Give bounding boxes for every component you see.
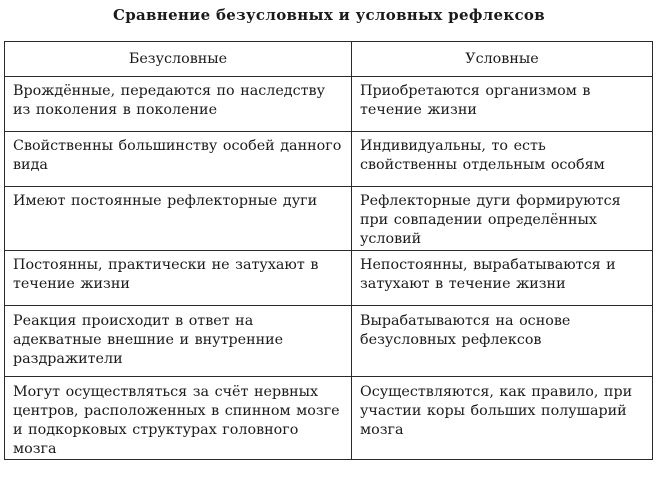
cell-conditioned: Непостоянны, вырабатываются и затухают в течение жизни [352, 251, 653, 306]
cell-conditioned: Осуществляются, как правило, при участии коры больших полушарий мозга [352, 377, 653, 460]
cell-conditioned: Рефлекторные дуги формируются при совпадении определённых условий [352, 187, 653, 251]
table-row [5, 77, 653, 132]
table-row [5, 377, 653, 460]
table-row [5, 251, 653, 306]
comparison-table [4, 41, 653, 460]
table-title: Сравнение безусловных и условных рефлексов [113, 6, 545, 24]
header-unconditioned: Безусловные [5, 42, 352, 77]
header-row [5, 42, 653, 77]
table-row [5, 132, 653, 187]
cell-conditioned: Приобретаются организмом в течение жизни [352, 77, 653, 132]
table-row [5, 187, 653, 251]
cell-unconditioned: Свойственны большинству особей данного вида [5, 132, 352, 187]
cell-unconditioned: Могут осуществляться за счёт нервных центров, расположенных в спинном мозге и подкорковых структурах головного мозга [5, 377, 352, 460]
cell-conditioned: Вырабатываются на основе безусловных рефлексов [352, 306, 653, 377]
header-conditioned: Условные [352, 42, 653, 77]
cell-conditioned: Индивидуальны, то есть свойственны отдельным особям [352, 132, 653, 187]
cell-unconditioned: Врождённые, передаются по наследству из поколения в поколение [5, 77, 352, 132]
cell-unconditioned: Реакция происходит в ответ на адекватные внешние и внутренние раздражители [5, 306, 352, 377]
cell-unconditioned: Имеют постоянные рефлекторные дуги [5, 187, 352, 251]
cell-unconditioned: Постоянны, практически не затухают в течение жизни [5, 251, 352, 306]
table-row [5, 306, 653, 377]
